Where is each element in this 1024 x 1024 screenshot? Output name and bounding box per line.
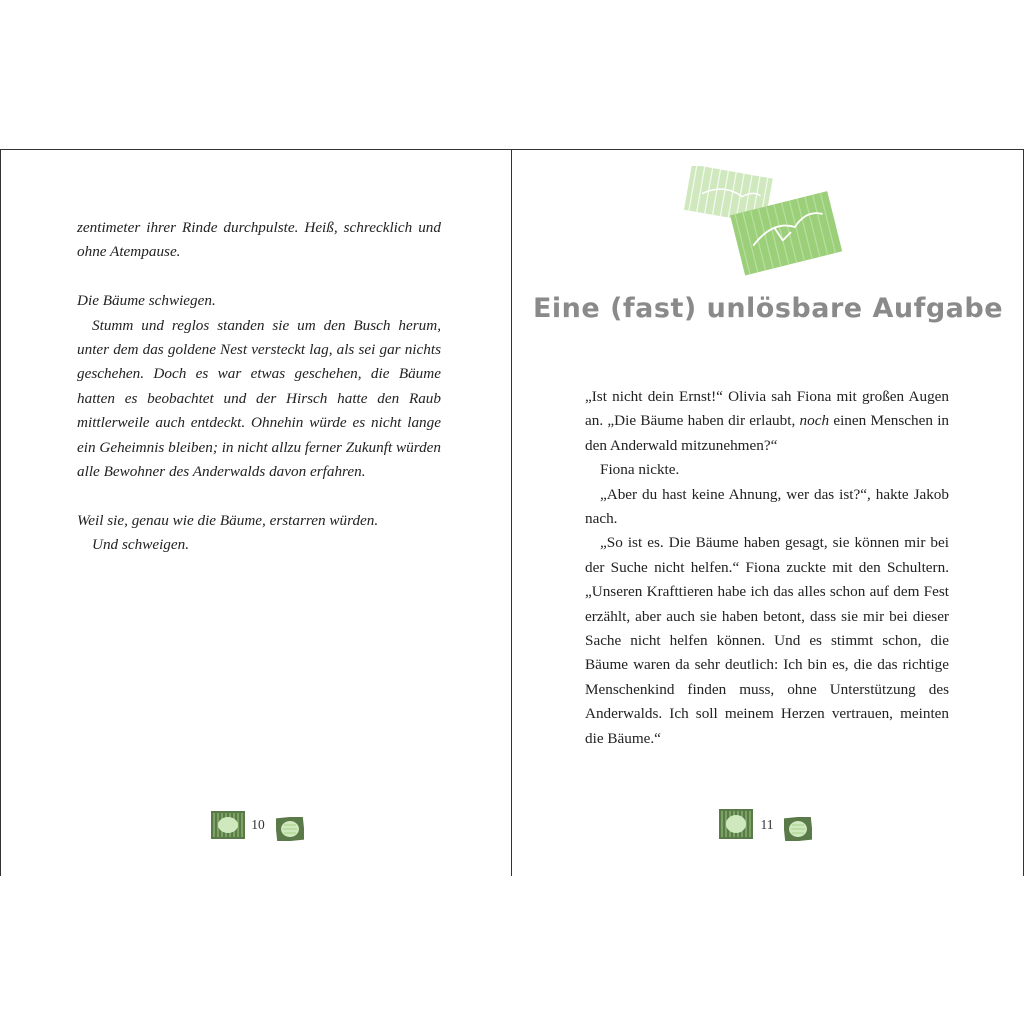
page-number-left: 10 xyxy=(251,817,265,832)
green-stamp-bird-ornament xyxy=(682,166,852,276)
paragraph: Die Bäume schwiegen. xyxy=(77,292,216,310)
paragraph: „Aber du hast keine Ahnung, wer das ist?“, hakte Jakob nach. xyxy=(585,485,949,528)
right-page-footer xyxy=(512,805,1024,845)
leaf-stamp-icon xyxy=(784,817,812,841)
text-run: einen Menschen in den Anderwald mitzunehmen?“ xyxy=(585,412,950,454)
left-page xyxy=(0,150,512,876)
paragraph: Und schweigen. xyxy=(92,536,190,554)
leaf-stamp-icon xyxy=(276,817,304,841)
left-page-text xyxy=(77,216,441,558)
paragraph: Weil sie, genau wie die Bäume, erstarren würden. xyxy=(77,511,379,529)
book-spread xyxy=(0,149,1024,875)
paragraph: „So ist es. Die Bäume haben gesagt, sie können mir bei der Suche nicht helfen.“ Fiona zuckte mit den Schultern. „Unseren Krafttieren habe ich das alles schon auf dem Fest erzählt, aber auch sie haben betont, dass sie mir bei dieser Sache nicht helfen können. Und es stimmt schon, die Bäume waren da sehr deutlich: Ich bin es, die das richtige Menschenkind finden muss, ohne Unterstützung des Anderwalds. Ich soll meinem Herzen vertrauen, meinten die Bäume.“ xyxy=(585,534,949,747)
text-run: „Ist nicht dein Ernst!“ Olivia sah Fiona mit großen Augen an. „Die Bäume haben dir erlaubt, xyxy=(585,388,949,430)
paragraph: zentimeter ihrer Rinde durchpulste. Heiß, schrecklich und ohne Atempause. xyxy=(77,219,441,261)
right-page xyxy=(512,150,1024,876)
emphasis: noch xyxy=(799,412,830,430)
right-page-text xyxy=(585,385,949,751)
leaf-stamp-icon xyxy=(211,811,245,839)
paragraph-gap xyxy=(77,265,441,289)
leaf-stamp-icon xyxy=(719,809,753,839)
left-page-footer xyxy=(1,805,513,845)
chapter-title: Eine (fast) unlösbare Aufgabe xyxy=(532,293,1004,324)
page-number-right: 11 xyxy=(760,817,774,832)
paragraph xyxy=(585,385,949,458)
paragraph-gap xyxy=(77,484,441,508)
paragraph: Stumm und reglos standen sie um den Busch herum, unter dem das goldene Nest versteckt lag, als sei gar nichts geschehen. Doch es war etwas geschehen, die Bäume hatten es beobachtet und der Hirsch hatte den Raub mittlerweile auch entdeckt. Ohnehin würde es nicht lange ein Geheimnis bleiben; in nicht allzu ferner Zukunft würden alle Bewohner des Anderwalds davon erfahren. xyxy=(77,316,441,481)
paragraph: Fiona nickte. xyxy=(600,461,680,479)
